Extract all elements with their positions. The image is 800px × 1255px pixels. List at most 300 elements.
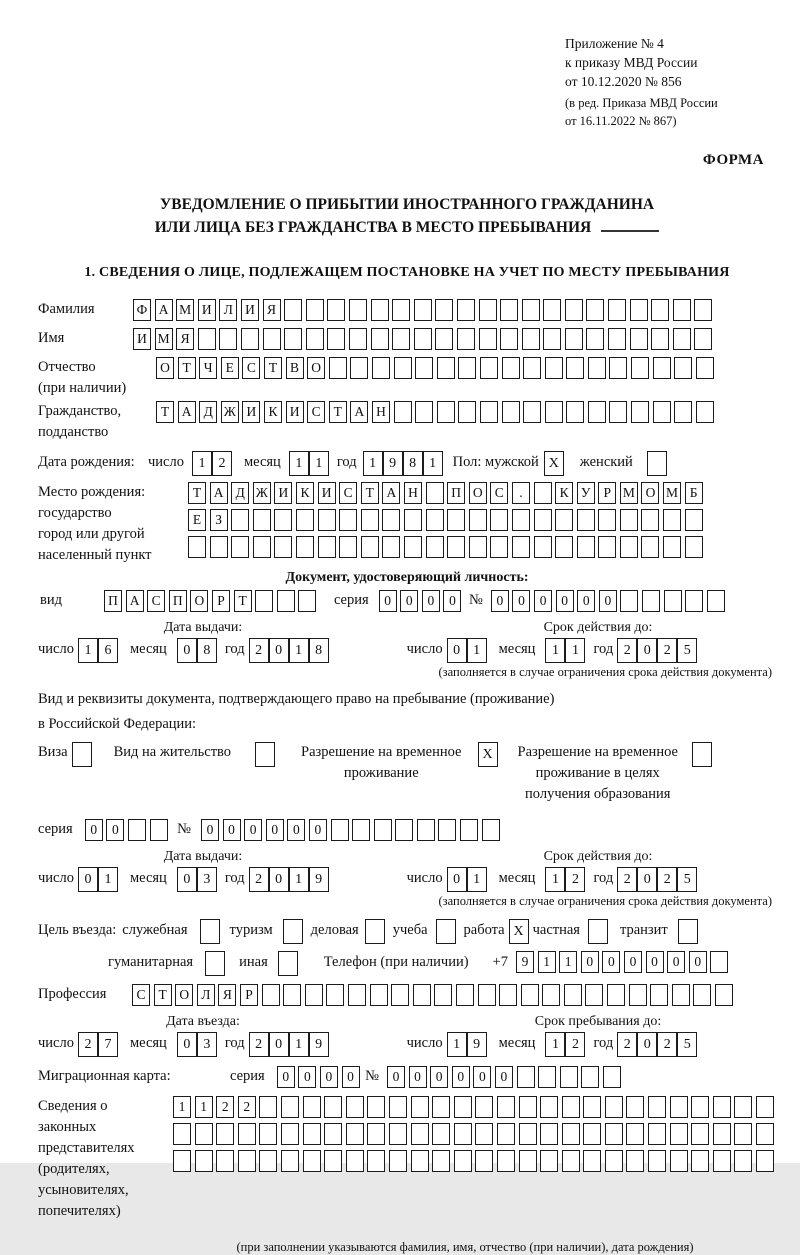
temp-residence-edu-checkbox[interactable] xyxy=(692,742,712,767)
char-box[interactable]: 0 xyxy=(244,819,262,841)
char-box[interactable] xyxy=(283,919,303,944)
char-box[interactable] xyxy=(277,590,295,612)
residence-permit-checkbox[interactable] xyxy=(255,742,275,767)
char-box[interactable] xyxy=(352,819,370,841)
char-box[interactable] xyxy=(370,984,388,1006)
char-box[interactable]: О xyxy=(469,482,487,504)
char-box[interactable] xyxy=(426,536,444,558)
char-box[interactable] xyxy=(586,328,604,350)
char-box[interactable]: 0 xyxy=(646,951,664,973)
profession-input[interactable] xyxy=(132,984,737,1006)
char-box[interactable] xyxy=(296,536,314,558)
char-box[interactable] xyxy=(318,536,336,558)
purpose-tourism-checkbox[interactable] xyxy=(283,919,303,944)
char-box[interactable]: 9 xyxy=(516,951,534,973)
char-box[interactable] xyxy=(469,509,487,531)
char-box[interactable] xyxy=(678,919,698,944)
char-box[interactable]: Т xyxy=(329,401,347,423)
char-box[interactable] xyxy=(259,1150,277,1172)
char-box[interactable] xyxy=(673,299,691,321)
char-box[interactable] xyxy=(434,984,452,1006)
char-box[interactable]: 0 xyxy=(534,590,552,612)
char-box[interactable] xyxy=(413,984,431,1006)
char-box[interactable]: 0 xyxy=(320,1066,338,1088)
char-box[interactable] xyxy=(327,328,345,350)
char-box[interactable]: 0 xyxy=(177,867,197,892)
char-box[interactable] xyxy=(305,984,323,1006)
char-box[interactable] xyxy=(389,1150,407,1172)
char-box[interactable]: X xyxy=(478,742,498,767)
char-box[interactable]: 0 xyxy=(266,819,284,841)
char-box[interactable] xyxy=(255,590,273,612)
permit-valid-day-input[interactable] xyxy=(447,867,487,892)
char-box[interactable]: 0 xyxy=(287,819,305,841)
id-valid-day-input[interactable] xyxy=(447,638,487,663)
char-box[interactable]: 1 xyxy=(363,451,383,476)
id-issue-year-input[interactable] xyxy=(249,638,329,663)
char-box[interactable]: 0 xyxy=(269,638,289,663)
char-box[interactable]: И xyxy=(274,482,292,504)
char-box[interactable]: 2 xyxy=(249,1032,269,1057)
stay-day-input[interactable] xyxy=(447,1032,487,1057)
char-box[interactable] xyxy=(349,328,367,350)
char-box[interactable] xyxy=(522,328,540,350)
char-box[interactable] xyxy=(475,1096,493,1118)
char-box[interactable] xyxy=(259,1096,277,1118)
char-box[interactable]: 0 xyxy=(177,638,197,663)
char-box[interactable] xyxy=(296,509,314,531)
char-box[interactable] xyxy=(324,1150,342,1172)
permit-valid-month-input[interactable] xyxy=(545,867,585,892)
char-box[interactable] xyxy=(651,299,669,321)
char-box[interactable]: 0 xyxy=(342,1066,360,1088)
char-box[interactable] xyxy=(371,328,389,350)
char-box[interactable] xyxy=(283,984,301,1006)
char-box[interactable]: Т xyxy=(178,357,196,379)
char-box[interactable] xyxy=(482,819,500,841)
stay-year-input[interactable] xyxy=(617,1032,697,1057)
doc-type-input[interactable] xyxy=(104,590,320,612)
char-box[interactable]: Т xyxy=(361,482,379,504)
char-box[interactable] xyxy=(641,509,659,531)
char-box[interactable] xyxy=(318,509,336,531)
char-box[interactable]: Т xyxy=(154,984,172,1006)
char-box[interactable]: 1 xyxy=(447,1032,467,1057)
char-box[interactable] xyxy=(630,328,648,350)
char-box[interactable] xyxy=(555,509,573,531)
birth-year-input[interactable] xyxy=(363,451,443,476)
char-box[interactable] xyxy=(382,536,400,558)
char-box[interactable] xyxy=(454,1123,472,1145)
char-box[interactable] xyxy=(691,1123,709,1145)
char-box[interactable] xyxy=(436,919,456,944)
char-box[interactable] xyxy=(626,1123,644,1145)
representatives-input-row3[interactable] xyxy=(173,1150,778,1172)
char-box[interactable] xyxy=(713,1096,731,1118)
char-box[interactable] xyxy=(605,1096,623,1118)
char-box[interactable]: 1 xyxy=(192,451,212,476)
char-box[interactable] xyxy=(564,984,582,1006)
char-box[interactable] xyxy=(609,401,627,423)
char-box[interactable] xyxy=(188,536,206,558)
char-box[interactable] xyxy=(415,401,433,423)
char-box[interactable] xyxy=(562,1123,580,1145)
char-box[interactable]: О xyxy=(190,590,208,612)
char-box[interactable] xyxy=(371,299,389,321)
char-box[interactable]: 0 xyxy=(309,819,327,841)
citizenship-input[interactable] xyxy=(156,401,717,423)
purpose-work-checkbox[interactable] xyxy=(509,919,529,944)
char-box[interactable]: 2 xyxy=(565,867,585,892)
char-box[interactable] xyxy=(205,951,225,976)
char-box[interactable]: Л xyxy=(219,299,237,321)
char-box[interactable] xyxy=(670,1150,688,1172)
char-box[interactable]: 0 xyxy=(637,638,657,663)
char-box[interactable]: 0 xyxy=(491,590,509,612)
char-box[interactable] xyxy=(457,328,475,350)
char-box[interactable] xyxy=(479,328,497,350)
char-box[interactable] xyxy=(426,482,444,504)
char-box[interactable] xyxy=(198,328,216,350)
char-box[interactable] xyxy=(545,401,563,423)
char-box[interactable] xyxy=(389,1096,407,1118)
char-box[interactable]: Д xyxy=(199,401,217,423)
char-box[interactable] xyxy=(626,1150,644,1172)
char-box[interactable] xyxy=(647,451,667,476)
char-box[interactable] xyxy=(497,1123,515,1145)
char-box[interactable] xyxy=(566,357,584,379)
char-box[interactable] xyxy=(542,984,560,1006)
char-box[interactable] xyxy=(195,1123,213,1145)
char-box[interactable] xyxy=(480,357,498,379)
char-box[interactable] xyxy=(326,984,344,1006)
char-box[interactable] xyxy=(475,1150,493,1172)
char-box[interactable] xyxy=(734,1096,752,1118)
id-issue-month-input[interactable] xyxy=(177,638,217,663)
char-box[interactable] xyxy=(497,1150,515,1172)
char-box[interactable] xyxy=(534,536,552,558)
char-box[interactable] xyxy=(128,819,146,841)
char-box[interactable]: А xyxy=(382,482,400,504)
id-series-input[interactable] xyxy=(379,590,465,612)
char-box[interactable] xyxy=(411,1123,429,1145)
purpose-official-checkbox[interactable] xyxy=(200,919,220,944)
char-box[interactable]: Н xyxy=(404,482,422,504)
char-box[interactable] xyxy=(502,401,520,423)
char-box[interactable] xyxy=(585,984,603,1006)
char-box[interactable]: К xyxy=(296,482,314,504)
char-box[interactable] xyxy=(685,509,703,531)
char-box[interactable] xyxy=(651,328,669,350)
char-box[interactable]: З xyxy=(210,509,228,531)
char-box[interactable]: 2 xyxy=(78,1032,98,1057)
char-box[interactable]: Б xyxy=(685,482,703,504)
permit-issue-month-input[interactable] xyxy=(177,867,217,892)
char-box[interactable]: Ж xyxy=(253,482,271,504)
char-box[interactable] xyxy=(432,1150,450,1172)
char-box[interactable] xyxy=(642,590,660,612)
char-box[interactable] xyxy=(756,1123,774,1145)
char-box[interactable]: 9 xyxy=(383,451,403,476)
char-box[interactable]: 0 xyxy=(379,590,397,612)
char-box[interactable] xyxy=(583,1096,601,1118)
char-box[interactable] xyxy=(303,1123,321,1145)
char-box[interactable] xyxy=(691,1096,709,1118)
char-box[interactable] xyxy=(685,590,703,612)
char-box[interactable]: 5 xyxy=(677,867,697,892)
phone-input[interactable] xyxy=(516,951,732,973)
char-box[interactable] xyxy=(348,984,366,1006)
char-box[interactable] xyxy=(339,509,357,531)
char-box[interactable] xyxy=(598,536,616,558)
char-box[interactable] xyxy=(478,984,496,1006)
char-box[interactable] xyxy=(534,509,552,531)
char-box[interactable] xyxy=(331,819,349,841)
char-box[interactable]: О xyxy=(307,357,325,379)
char-box[interactable]: 0 xyxy=(269,1032,289,1057)
char-box[interactable] xyxy=(538,1066,556,1088)
char-box[interactable]: И xyxy=(133,328,151,350)
char-box[interactable]: 0 xyxy=(177,1032,197,1057)
char-box[interactable] xyxy=(519,1096,537,1118)
char-box[interactable]: М xyxy=(663,482,681,504)
char-box[interactable] xyxy=(284,328,302,350)
char-box[interactable]: Т xyxy=(234,590,252,612)
char-box[interactable] xyxy=(432,1123,450,1145)
char-box[interactable]: X xyxy=(544,451,564,476)
char-box[interactable] xyxy=(414,299,432,321)
char-box[interactable] xyxy=(653,357,671,379)
purpose-transit-checkbox[interactable] xyxy=(678,919,698,944)
char-box[interactable] xyxy=(263,328,281,350)
char-box[interactable]: П xyxy=(104,590,122,612)
char-box[interactable]: 2 xyxy=(212,451,232,476)
char-box[interactable] xyxy=(255,742,275,767)
char-box[interactable] xyxy=(392,299,410,321)
char-box[interactable]: Н xyxy=(372,401,390,423)
char-box[interactable]: 0 xyxy=(409,1066,427,1088)
purpose-study-checkbox[interactable] xyxy=(436,919,456,944)
char-box[interactable]: 2 xyxy=(657,867,677,892)
id-number-input[interactable] xyxy=(491,590,729,612)
char-box[interactable]: 2 xyxy=(657,1032,677,1057)
char-box[interactable] xyxy=(382,509,400,531)
char-box[interactable] xyxy=(437,357,455,379)
char-box[interactable]: И xyxy=(241,299,259,321)
char-box[interactable] xyxy=(608,328,626,350)
char-box[interactable] xyxy=(458,401,476,423)
char-box[interactable] xyxy=(562,1150,580,1172)
char-box[interactable] xyxy=(306,299,324,321)
char-box[interactable] xyxy=(200,919,220,944)
char-box[interactable]: 3 xyxy=(197,1032,217,1057)
char-box[interactable] xyxy=(512,509,530,531)
char-box[interactable] xyxy=(435,299,453,321)
char-box[interactable] xyxy=(253,509,271,531)
char-box[interactable] xyxy=(454,1096,472,1118)
char-box[interactable]: 7 xyxy=(98,1032,118,1057)
char-box[interactable] xyxy=(696,357,714,379)
char-box[interactable] xyxy=(456,984,474,1006)
char-box[interactable] xyxy=(303,1096,321,1118)
char-box[interactable]: А xyxy=(126,590,144,612)
char-box[interactable] xyxy=(395,819,413,841)
char-box[interactable]: О xyxy=(641,482,659,504)
char-box[interactable] xyxy=(281,1150,299,1172)
char-box[interactable] xyxy=(715,984,733,1006)
char-box[interactable]: 1 xyxy=(289,867,309,892)
char-box[interactable] xyxy=(734,1150,752,1172)
char-box[interactable] xyxy=(566,401,584,423)
char-box[interactable] xyxy=(693,984,711,1006)
char-box[interactable] xyxy=(480,401,498,423)
char-box[interactable]: 0 xyxy=(473,1066,491,1088)
char-box[interactable] xyxy=(540,1150,558,1172)
char-box[interactable]: Т xyxy=(156,401,174,423)
char-box[interactable] xyxy=(411,1096,429,1118)
char-box[interactable]: М xyxy=(155,328,173,350)
char-box[interactable] xyxy=(631,401,649,423)
char-box[interactable] xyxy=(560,1066,578,1088)
char-box[interactable]: 8 xyxy=(403,451,423,476)
char-box[interactable]: О xyxy=(156,357,174,379)
char-box[interactable] xyxy=(641,536,659,558)
char-box[interactable]: 1 xyxy=(538,951,556,973)
char-box[interactable] xyxy=(673,328,691,350)
char-box[interactable] xyxy=(598,509,616,531)
char-box[interactable] xyxy=(517,1066,535,1088)
char-box[interactable]: К xyxy=(555,482,573,504)
char-box[interactable] xyxy=(72,742,92,767)
char-box[interactable] xyxy=(631,357,649,379)
char-box[interactable]: 2 xyxy=(249,867,269,892)
char-box[interactable]: 1 xyxy=(467,638,487,663)
char-box[interactable] xyxy=(674,357,692,379)
char-box[interactable]: Л xyxy=(197,984,215,1006)
char-box[interactable] xyxy=(756,1150,774,1172)
char-box[interactable] xyxy=(435,328,453,350)
char-box[interactable]: 0 xyxy=(430,1066,448,1088)
char-box[interactable] xyxy=(210,536,228,558)
char-box[interactable]: С xyxy=(339,482,357,504)
char-box[interactable]: 6 xyxy=(98,638,118,663)
id-valid-year-input[interactable] xyxy=(617,638,697,663)
char-box[interactable] xyxy=(231,536,249,558)
char-box[interactable] xyxy=(674,401,692,423)
char-box[interactable] xyxy=(512,536,530,558)
char-box[interactable] xyxy=(479,299,497,321)
char-box[interactable] xyxy=(274,509,292,531)
char-box[interactable] xyxy=(367,1150,385,1172)
char-box[interactable] xyxy=(540,1123,558,1145)
char-box[interactable] xyxy=(253,536,271,558)
entry-year-input[interactable] xyxy=(249,1032,329,1057)
char-box[interactable]: 1 xyxy=(565,638,585,663)
char-box[interactable] xyxy=(238,1123,256,1145)
char-box[interactable] xyxy=(562,1096,580,1118)
char-box[interactable]: 0 xyxy=(602,951,620,973)
char-box[interactable]: 9 xyxy=(309,867,329,892)
birthplace-input-row3[interactable] xyxy=(188,536,706,558)
char-box[interactable]: 0 xyxy=(78,867,98,892)
char-box[interactable] xyxy=(565,299,583,321)
char-box[interactable]: 0 xyxy=(689,951,707,973)
char-box[interactable] xyxy=(588,919,608,944)
char-box[interactable]: У xyxy=(577,482,595,504)
char-box[interactable]: С xyxy=(147,590,165,612)
visa-checkbox[interactable] xyxy=(72,742,92,767)
char-box[interactable] xyxy=(389,1123,407,1145)
permit-number-input[interactable] xyxy=(201,819,503,841)
char-box[interactable] xyxy=(324,1096,342,1118)
char-box[interactable] xyxy=(150,819,168,841)
char-box[interactable]: Т xyxy=(264,357,282,379)
char-box[interactable]: П xyxy=(447,482,465,504)
char-box[interactable] xyxy=(653,401,671,423)
purpose-other-checkbox[interactable] xyxy=(278,951,298,976)
char-box[interactable] xyxy=(298,590,316,612)
char-box[interactable] xyxy=(534,482,552,504)
char-box[interactable] xyxy=(284,299,302,321)
char-box[interactable]: А xyxy=(155,299,173,321)
char-box[interactable] xyxy=(447,536,465,558)
char-box[interactable]: 2 xyxy=(249,638,269,663)
char-box[interactable] xyxy=(523,357,541,379)
char-box[interactable]: 0 xyxy=(637,867,657,892)
char-box[interactable] xyxy=(404,536,422,558)
char-box[interactable] xyxy=(490,536,508,558)
char-box[interactable]: Д xyxy=(231,482,249,504)
char-box[interactable] xyxy=(605,1150,623,1172)
char-box[interactable] xyxy=(543,328,561,350)
char-box[interactable]: А xyxy=(178,401,196,423)
char-box[interactable] xyxy=(278,951,298,976)
char-box[interactable]: 1 xyxy=(289,638,309,663)
char-box[interactable]: 1 xyxy=(545,1032,565,1057)
char-box[interactable] xyxy=(650,984,668,1006)
char-box[interactable]: Е xyxy=(221,357,239,379)
permit-issue-day-input[interactable] xyxy=(78,867,118,892)
id-issue-day-input[interactable] xyxy=(78,638,118,663)
char-box[interactable] xyxy=(241,328,259,350)
char-box[interactable]: 9 xyxy=(467,1032,487,1057)
char-box[interactable] xyxy=(663,509,681,531)
char-box[interactable] xyxy=(694,328,712,350)
char-box[interactable] xyxy=(588,357,606,379)
char-box[interactable]: 0 xyxy=(452,1066,470,1088)
char-box[interactable]: 9 xyxy=(309,1032,329,1057)
char-box[interactable]: 8 xyxy=(197,638,217,663)
char-box[interactable] xyxy=(367,1123,385,1145)
char-box[interactable]: И xyxy=(242,401,260,423)
char-box[interactable] xyxy=(195,1150,213,1172)
char-box[interactable] xyxy=(577,509,595,531)
char-box[interactable]: 3 xyxy=(197,867,217,892)
char-box[interactable] xyxy=(372,357,390,379)
char-box[interactable] xyxy=(713,1150,731,1172)
char-box[interactable] xyxy=(521,984,539,1006)
char-box[interactable]: Я xyxy=(218,984,236,1006)
char-box[interactable]: 1 xyxy=(289,1032,309,1057)
char-box[interactable]: Е xyxy=(188,509,206,531)
char-box[interactable]: 2 xyxy=(216,1096,234,1118)
char-box[interactable] xyxy=(629,984,647,1006)
char-box[interactable]: 0 xyxy=(443,590,461,612)
char-box[interactable]: Р xyxy=(212,590,230,612)
char-box[interactable] xyxy=(454,1150,472,1172)
char-box[interactable] xyxy=(523,401,541,423)
char-box[interactable]: 0 xyxy=(277,1066,295,1088)
